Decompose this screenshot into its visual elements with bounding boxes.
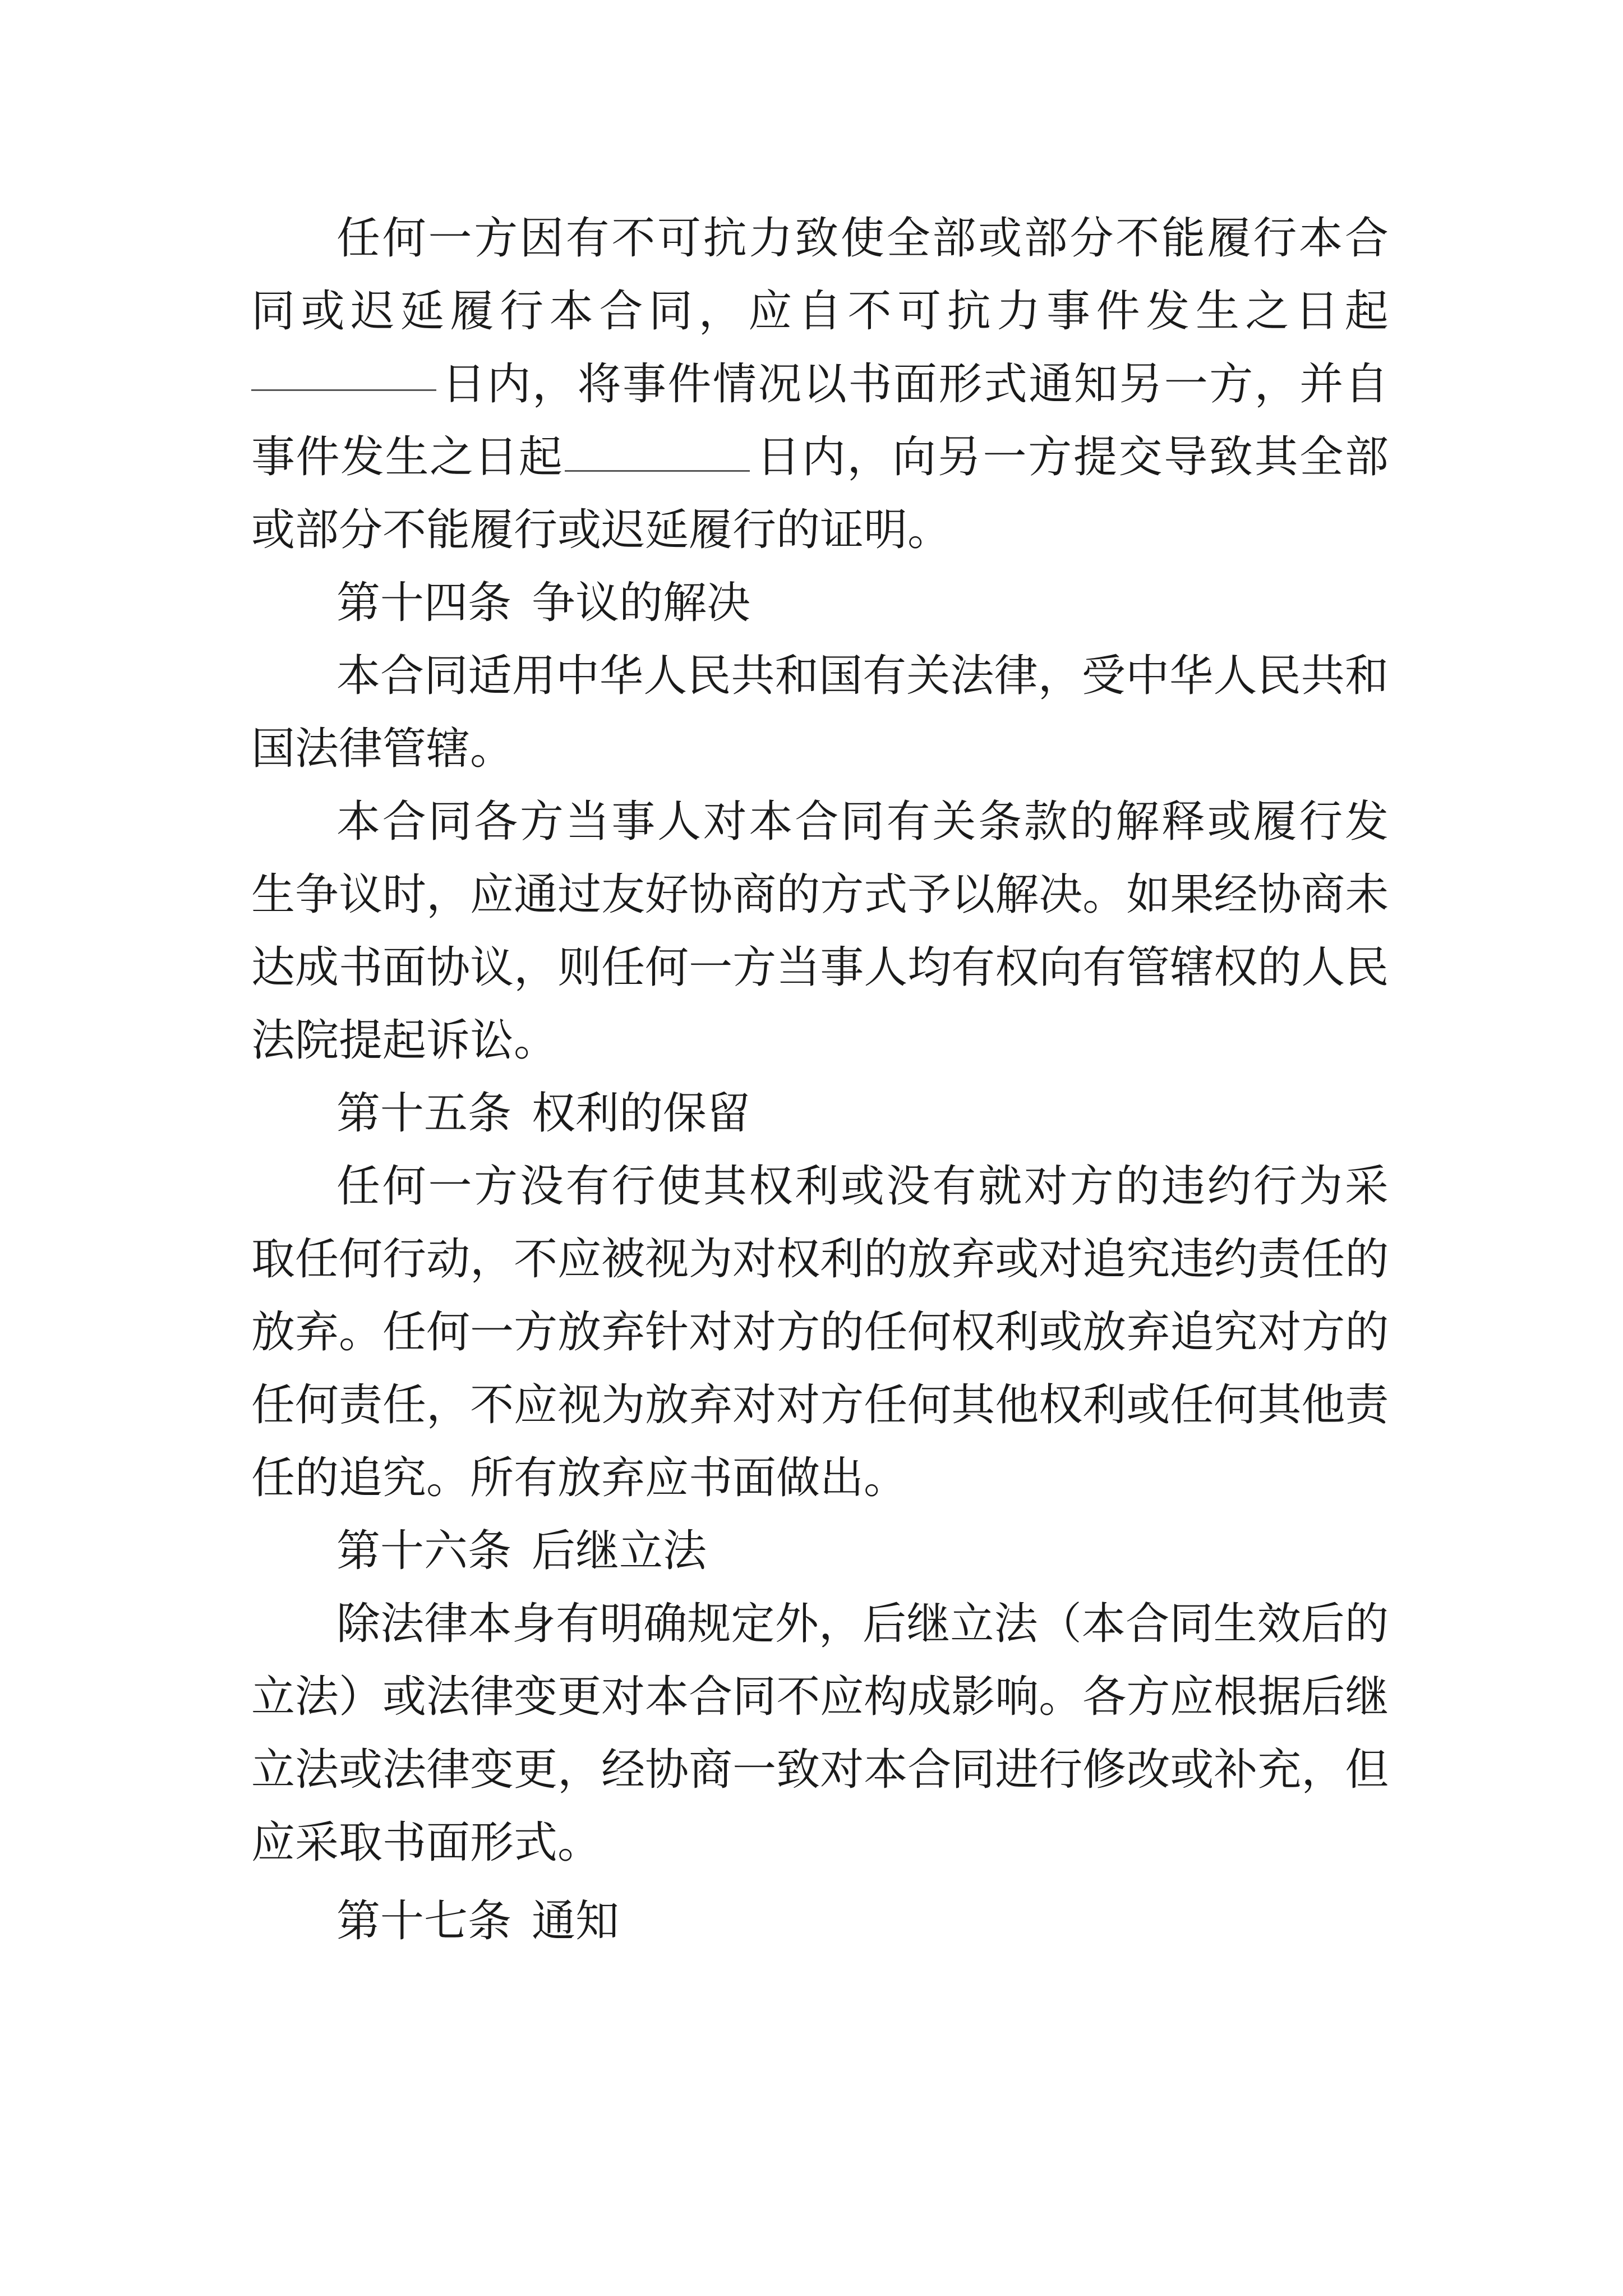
text-line: 应采取书面形式。 — [251, 1818, 602, 1868]
article-number: 第十七条 — [336, 1896, 512, 1947]
article-number: 第十四条 — [336, 578, 512, 628]
text-line: 国法律管辖。 — [251, 724, 514, 774]
text-line: 任的追究。所有放弃应书面做出。 — [251, 1453, 908, 1503]
text-line: 同 或 迟 延 履 行 本 合 同 ， 应 自 不 可 抗 力 事 件 发 生 之 日 起 — [251, 286, 1389, 337]
text-line: 除 法 律 本 身 有 明 确 规 定 外 ， 后 继 立 法 （ 本 合 同 生 效 后 的 — [336, 1599, 1389, 1649]
article-heading — [251, 567, 1389, 639]
article-heading — [251, 1885, 1389, 1958]
text-line: 立 法 或 法 律 变 更 ， 经 协 商 一 致 对 本 合 同 进 行 修 改 或 补 充 ， 但 — [251, 1745, 1389, 1795]
text-line: 取 任 何 行 动 ， 不 应 被 视 为 对 权 利 的 放 弃 或 对 追 究 违 约 责 任 的 — [251, 1234, 1389, 1285]
text-line: 任 何 责 任 ， 不 应 视 为 放 弃 对 对 方 任 何 其 他 权 利 或 任 何 其 他 责 — [251, 1380, 1389, 1430]
text-line-with-blank — [251, 348, 1389, 421]
fill-in-blank[interactable] — [565, 429, 750, 472]
text-line: 放 弃 。 任 何 一 方 放 弃 针 对 对 方 的 任 何 权 利 或 放 弃 追 究 对 方 的 — [251, 1307, 1389, 1358]
text-line: 立 法 ） 或 法 律 变 更 对 本 合 同 不 应 构 成 影 响 。 各 方 应 根 据 后 继 — [251, 1672, 1389, 1722]
text-line: 生 争 议 时 ， 应 通 过 友 好 协 商 的 方 式 予 以 解 决 。 如 果 经 协 商 未 — [251, 869, 1389, 920]
text-line: 任 何 一 方 没 有 行 使 其 权 利 或 没 有 就 对 方 的 违 约 行 为 采 — [336, 1161, 1389, 1212]
text-line: 或部分不能履行或迟延履行的证明。 — [251, 505, 952, 555]
article-title: 后继立法 — [532, 1526, 707, 1576]
text-line: 本 合 同 适 用 中 华 人 民 共 和 国 有 关 法 律 ， 受 中 华 人 民 共 和 — [336, 651, 1389, 701]
text-segment: 日 内 ， 将 事 件 情 况 以 书 面 形 式 通 知 另 一 方 ， 并 自 — [442, 359, 1389, 409]
text-line: 法院提起诉讼。 — [251, 1015, 558, 1066]
article-title: 争议的解决 — [532, 578, 751, 628]
article-title: 通知 — [532, 1896, 620, 1947]
article-number: 第十六条 — [336, 1526, 512, 1576]
article-heading — [251, 1515, 1389, 1588]
text-line: 任 何 一 方 因 有 不 可 抗 力 致 使 全 部 或 部 分 不 能 履 行 本 合 — [336, 213, 1389, 264]
text-line: 本 合 同 各 方 当 事 人 对 本 合 同 有 关 条 款 的 解 释 或 履 行 发 — [336, 797, 1389, 847]
article-title: 权利的保留 — [532, 1088, 751, 1139]
text-line: 达 成 书 面 协 议 ， 则 任 何 一 方 当 事 人 均 有 权 向 有 管 辖 权 的 人 民 — [251, 942, 1389, 993]
article-number: 第十五条 — [336, 1088, 512, 1139]
fill-in-blank[interactable] — [251, 348, 436, 391]
text-segment: 事 件 发 生 之 日 起 — [251, 432, 562, 482]
article-heading — [251, 1077, 1389, 1150]
text-segment: 日 内 ， 向 另 一 方 提 交 导 致 其 全 部 — [757, 432, 1389, 482]
text-line-with-blank — [251, 421, 1389, 494]
